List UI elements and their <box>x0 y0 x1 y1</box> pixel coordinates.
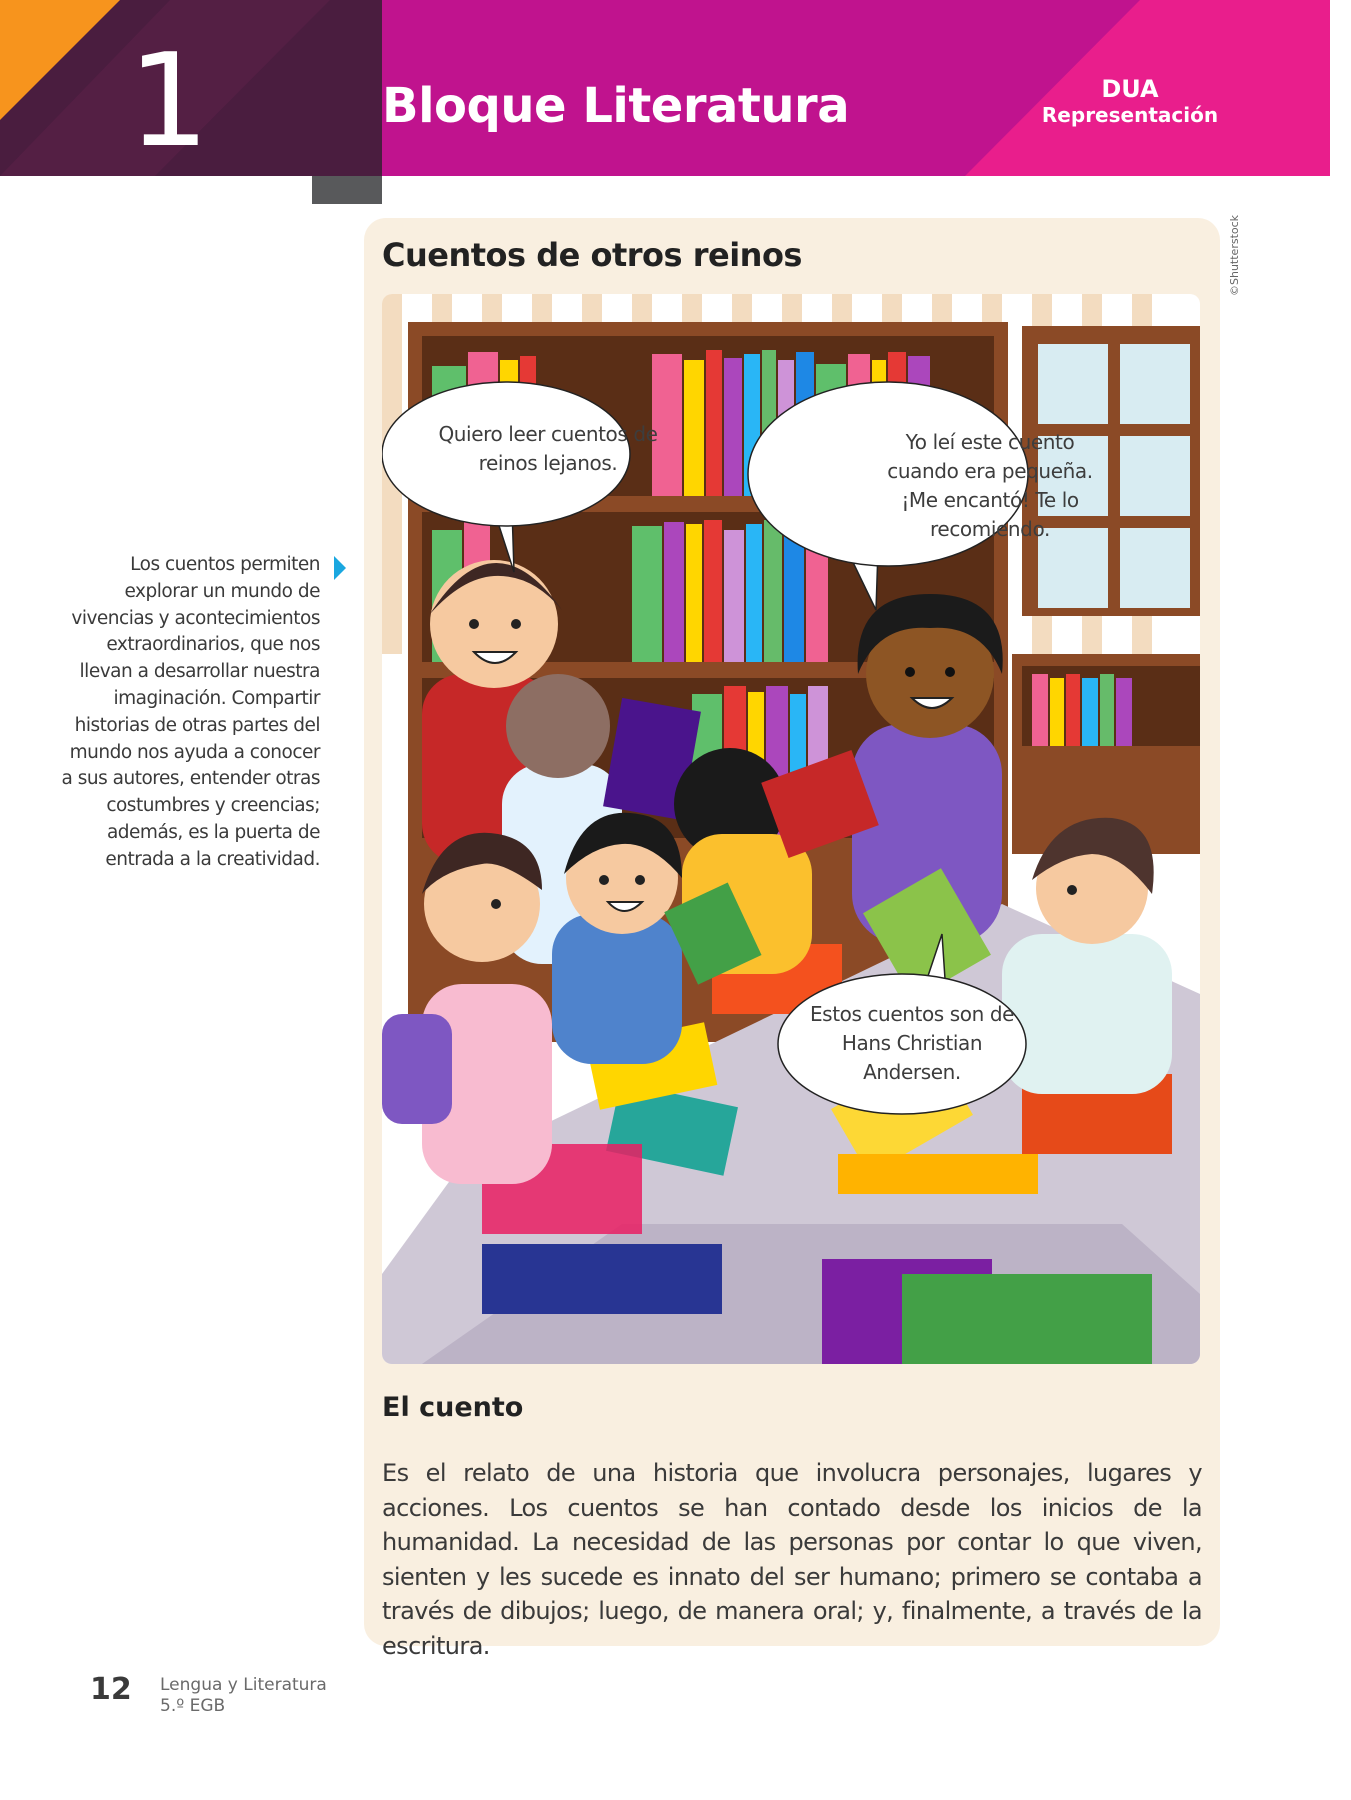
definition-paragraph: Es el relato de una historia que involucra personajes, lugares y acciones. Los cuentos se han contado desde los inicios de la humanidad. La necesidad de las personas por contar lo que viven, sienten y les sucede es innato del ser humano; primero se contaba a través de dibujos; luego, de manera oral; y, finalmente, a través de la escritura. <box>382 1459 1202 1660</box>
page-number: 12 <box>90 1672 132 1707</box>
dua-badge <box>1030 76 1230 128</box>
speech-bubble-teacher: Yo leí este cuento cuando era pequeña. ¡Me encantó! Te lo recomiendo. <box>887 430 1093 541</box>
triangle-pointer-icon <box>334 556 346 580</box>
speech-bubble-child: Estos cuentos son de Hans Christian Andersen. <box>809 1002 1015 1084</box>
dua-badge-title: DUA <box>1101 75 1159 103</box>
dua-badge-subtitle: Representación <box>1041 103 1219 128</box>
card-title: Cuentos de otros reinos <box>382 236 802 274</box>
page-title: Bloque Literatura <box>382 78 850 134</box>
image-credit: ©Shutterstock <box>1228 214 1241 296</box>
section-heading: El cuento <box>382 1392 524 1423</box>
footer-grade: 5.º EGB <box>160 1696 226 1716</box>
speech-bubble-boy: Quiero leer cuentos de reinos lejanos. <box>438 422 658 475</box>
block-number: 1 <box>128 27 210 176</box>
header-tab-marker <box>312 176 382 204</box>
side-note: Los cuentos permiten explorar un mundo de vivencias y acontecimientos extraordinarios, que nos llevan a desarrollar nuestra imaginación. Compartir historias de otras partes del mundo nos ayuda a conocer a sus autores, entender otras costumbres y creencias; además, es la puerta de entrada a la creatividad. <box>61 554 320 870</box>
footer-subject: Lengua y Literatura <box>160 1675 327 1695</box>
chapter-header <box>0 0 1330 176</box>
